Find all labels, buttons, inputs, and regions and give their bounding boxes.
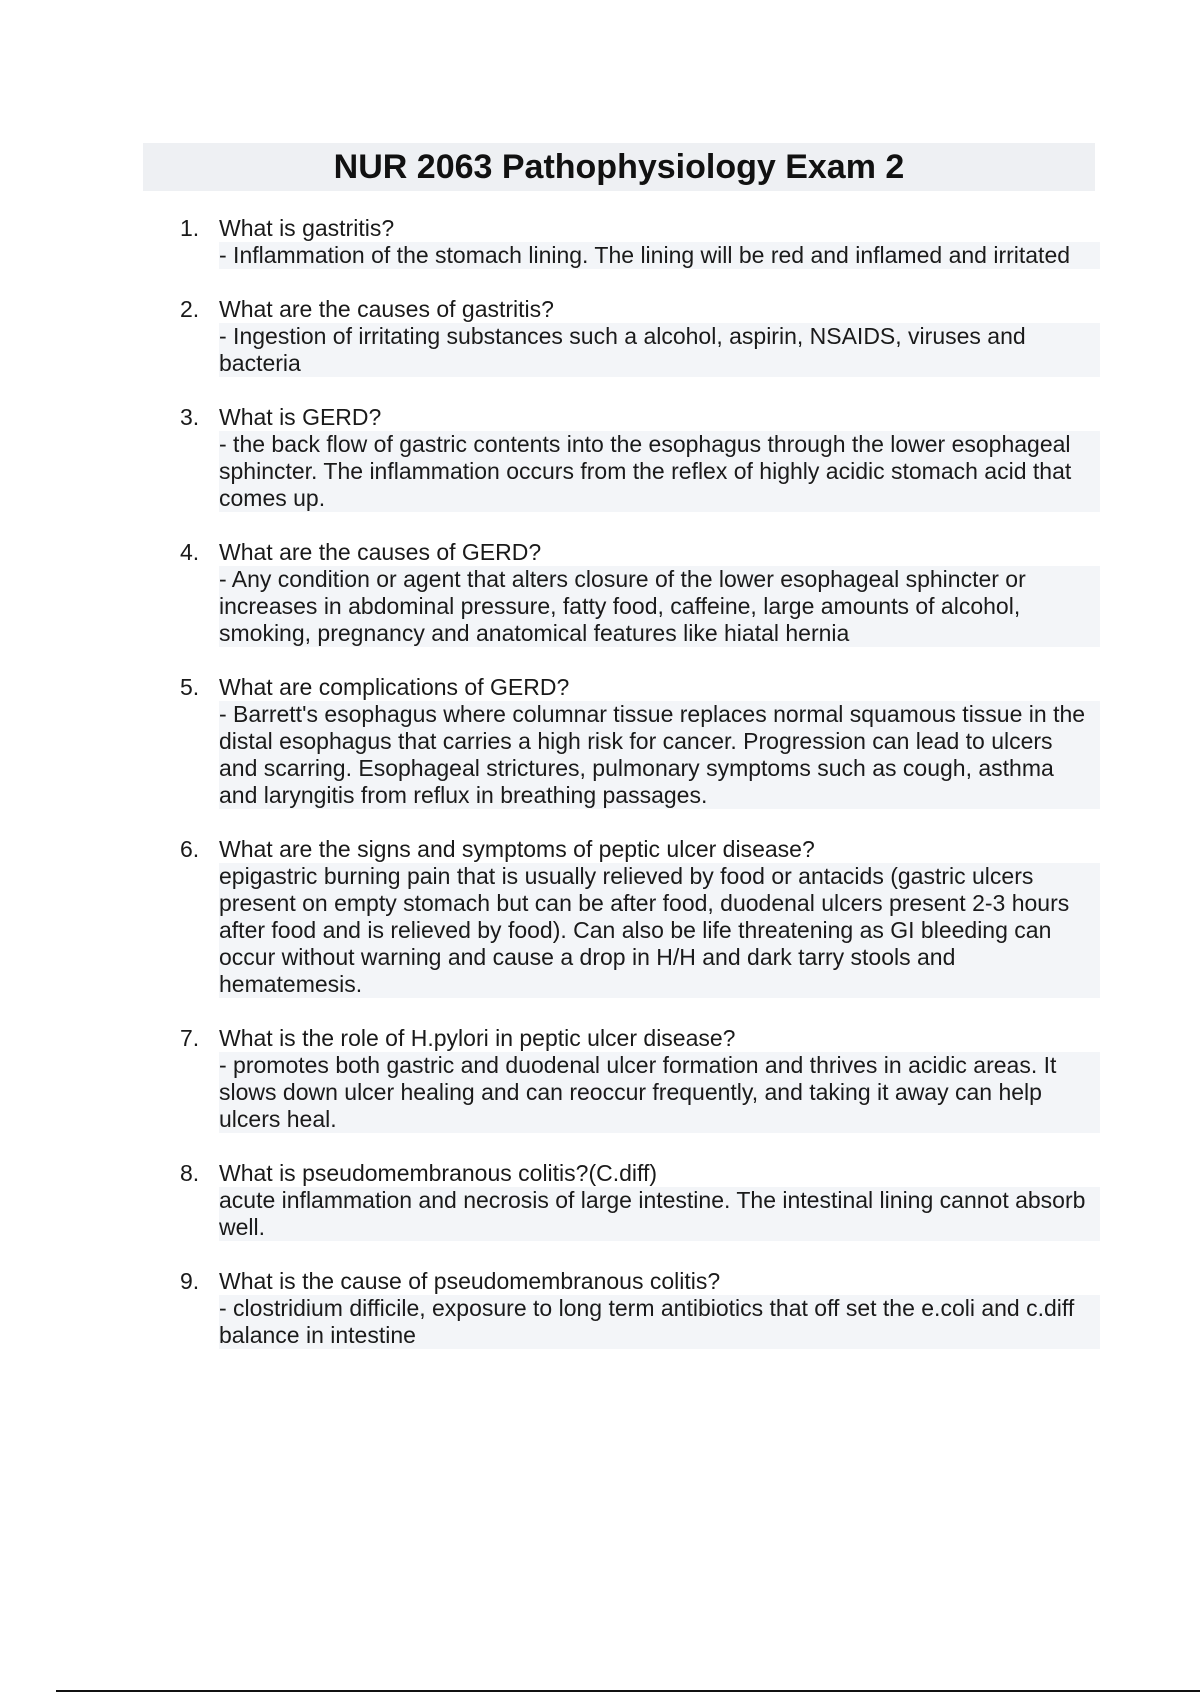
question-text: What is GERD? (219, 404, 382, 430)
list-item (180, 1268, 1100, 1349)
list-item (180, 1160, 1100, 1241)
item-number: 6. (180, 836, 200, 862)
answer-text: - promotes both gastric and duodenal ulcer formation and thrives in acidic areas. It slows down ulcer healing and can reoccur frequently, and taking it away can help ulcers heal. (219, 1052, 1100, 1133)
answer-text: - clostridium difficile, exposure to long term antibiotics that off set the e.coli and c.diff balance in intestine (219, 1295, 1100, 1349)
question-text: What is pseudomembranous colitis?(C.diff) (219, 1160, 658, 1186)
item-number: 4. (180, 539, 200, 565)
list-item (180, 404, 1100, 512)
answer-text: - the back flow of gastric contents into the esophagus through the lower esophageal sphincter. The inflammation occurs from the reflex of highly acidic stomach acid that comes up. (219, 431, 1100, 512)
list-item (180, 1025, 1100, 1133)
question-text: What is the cause of pseudomembranous colitis? (219, 1268, 721, 1294)
item-number: 2. (180, 296, 200, 322)
answer-text: acute inflammation and necrosis of large intestine. The intestinal lining cannot absorb well. (219, 1187, 1100, 1241)
question-list (180, 215, 1100, 1376)
question-text: What is the role of H.pylori in peptic ulcer disease? (219, 1025, 736, 1051)
question-text: What is gastritis? (219, 215, 395, 241)
item-number: 9. (180, 1268, 200, 1294)
answer-text: - Ingestion of irritating substances such a alcohol, aspirin, NSAIDS, viruses and bacteria (219, 323, 1100, 377)
answer-text: - Any condition or agent that alters closure of the lower esophageal sphincter or increases in abdominal pressure, fatty food, caffeine, large amounts of alcohol, smoking, pregnancy and anatomical features like hiatal hernia (219, 566, 1100, 647)
answer-text: - Barrett's esophagus where columnar tissue replaces normal squamous tissue in the distal esophagus that carries a high risk for cancer. Progression can lead to ulcers and scarring. Esophageal strictures, pulmonary symptoms such as cough, asthma and laryngitis from reflux in breathing passages. (219, 701, 1100, 809)
item-number: 5. (180, 674, 200, 700)
page-title: NUR 2063 Pathophysiology Exam 2 (333, 148, 905, 186)
list-item (180, 836, 1100, 998)
answer-text: - Inflammation of the stomach lining. The lining will be red and inflamed and irritated (219, 242, 1100, 269)
list-item (180, 674, 1100, 809)
list-item (180, 539, 1100, 647)
question-text: What are complications of GERD? (219, 674, 570, 700)
item-number: 8. (180, 1160, 200, 1186)
item-number: 1. (180, 215, 200, 241)
question-text: What are the causes of gastritis? (219, 296, 554, 322)
item-number: 7. (180, 1025, 200, 1051)
answer-text: epigastric burning pain that is usually relieved by food or antacids (gastric ulcers present on empty stomach but can be after food, duodenal ulcers present 2-3 hours after food and is relieved by food). Can also be life threatening as GI bleeding can occur without warning and cause a drop in H/H and dark tarry stools and hematemesis. (219, 863, 1100, 998)
question-text: What are the causes of GERD? (219, 539, 542, 565)
list-item (180, 215, 1100, 269)
question-text: What are the signs and symptoms of peptic ulcer disease? (219, 836, 815, 862)
item-number: 3. (180, 404, 200, 430)
list-item (180, 296, 1100, 377)
bottom-rule (56, 1690, 1200, 1692)
